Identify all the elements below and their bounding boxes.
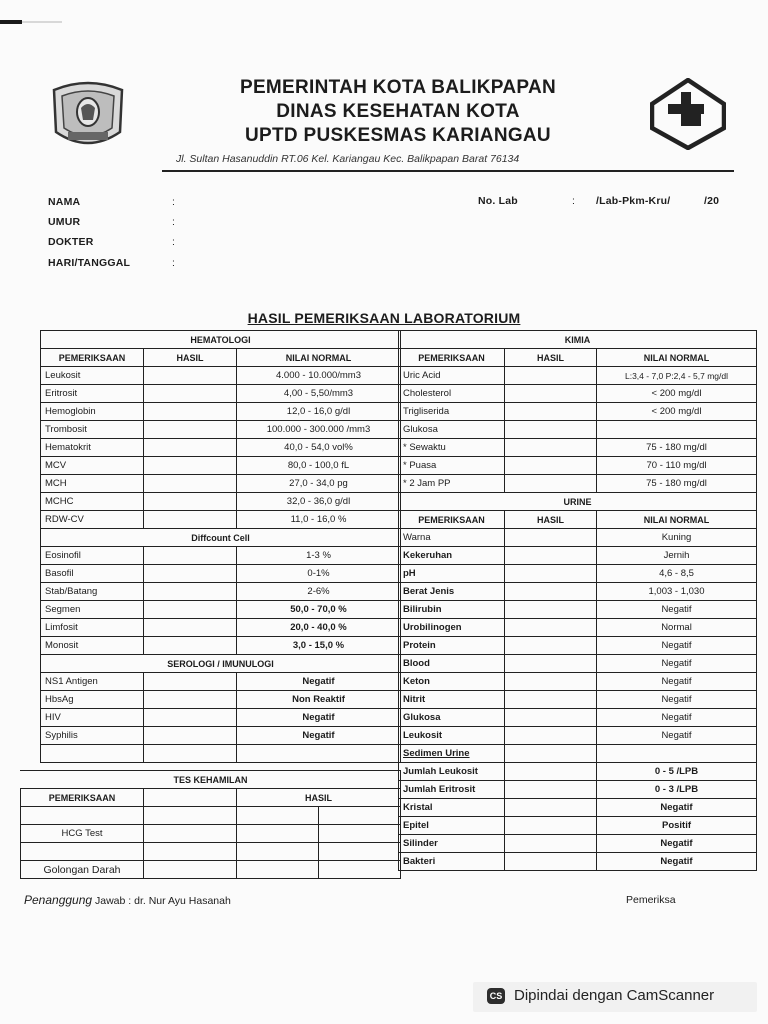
result-cell [144,367,237,385]
colon: : [572,195,575,207]
table-row [399,601,757,619]
test-name: Hemoglobin [41,403,144,421]
header-divider [162,170,734,172]
normal-value: 0 - 5 /LPB [597,763,757,781]
examiner-label: Pemeriksa [626,894,676,906]
result-cell [144,619,237,637]
result-cell [144,439,237,457]
table-row [399,727,757,745]
test-name: Glukosa [399,709,505,727]
section-diffcount: Diffcount Cell [41,529,401,547]
normal-value [597,421,757,439]
responsible-doctor [24,893,231,907]
table-row [399,403,757,421]
result-cell [505,565,597,583]
result-cell [237,843,319,861]
test-name: Trigliserida [399,403,505,421]
table-row [41,691,401,709]
normal-value: Negatif [237,673,401,691]
section-tes-kehamilan: TES KEHAMILAN [21,771,401,789]
table-row [41,565,401,583]
test-name: Bilirubin [399,601,505,619]
scan-edge-mark [0,20,22,24]
table-row [41,673,401,691]
table-row [399,439,757,457]
table-row [41,421,401,439]
chemistry-urine-table [398,330,757,871]
result-cell [505,547,597,565]
result-cell [505,853,597,871]
result-cell [505,529,597,547]
table-row [41,619,401,637]
table-row [399,529,757,547]
result-cell [144,565,237,583]
table-row [21,843,401,861]
table-row [399,547,757,565]
normal-value: 11,0 - 16,0 % [237,511,401,529]
table-row [399,853,757,871]
test-name: Protein [399,637,505,655]
test-name: Basofil [41,565,144,583]
test-name: Epitel [399,817,505,835]
test-name: MCV [41,457,144,475]
table-row [399,817,757,835]
test-name: Jumlah Leukosit [399,763,505,781]
table-row [399,565,757,583]
normal-value: 4,00 - 5,50/mm3 [237,385,401,403]
result-cell [505,691,597,709]
blank-cell [21,807,144,825]
test-name: Hematokrit [41,439,144,457]
table-row [41,403,401,421]
table-row [399,799,757,817]
normal-value: 50,0 - 70,0 % [237,601,401,619]
normal-value: Jernih [597,547,757,565]
test-name: Nitrit [399,691,505,709]
table-row [41,385,401,403]
normal-value: 75 - 180 mg/dl [597,475,757,493]
test-name: Eosinofil [41,547,144,565]
col-hasil: HASIL [144,349,237,367]
result-cell [237,861,319,879]
test-name: Blood [399,655,505,673]
blank-cell [144,825,237,843]
result-cell [144,691,237,709]
result-cell [505,709,597,727]
result-cell [505,601,597,619]
normal-value: Normal [597,619,757,637]
lab-title [0,310,768,326]
normal-value: 3,0 - 15,0 % [237,637,401,655]
normal-value: 1-3 % [237,547,401,565]
test-name: Uric Acid [399,367,505,385]
result-cell [144,583,237,601]
table-row [41,367,401,385]
result-cell [505,781,597,799]
table-row [399,781,757,799]
col-nilai-normal: NILAI NORMAL [597,349,757,367]
result-cell [319,807,401,825]
normal-value: Negatif [597,655,757,673]
result-cell [505,727,597,745]
normal-value: 20,0 - 40,0 % [237,619,401,637]
normal-value: 100.000 - 300.000 /mm3 [237,421,401,439]
result-cell [505,673,597,691]
col-nilai-normal: NILAI NORMAL [597,511,757,529]
table-row [399,421,757,439]
table-row [41,511,401,529]
normal-value: 32,0 - 36,0 g/dl [237,493,401,511]
no-lab-year: /20 [704,195,720,207]
section-urine: URINE [399,493,757,511]
header-address: Jl. Sultan Hasanuddin RT.06 Kel. Kariangau Kec. Balikpapan Barat 76134 [176,153,520,165]
header-clinic: UPTD PUSKESMAS KARIANGAU [245,125,551,146]
result-cell [505,403,597,421]
table-row [399,619,757,637]
normal-value: Negatif [597,853,757,871]
label-umur: UMUR [48,216,81,228]
test-name: RDW-CV [41,511,144,529]
label-nama: NAMA [48,196,81,208]
sedimen-urine-label: Sedimen Urine [399,745,505,763]
result-cell [237,807,319,825]
normal-value: < 200 mg/dl [597,385,757,403]
blank-cell [41,745,144,763]
normal-value: 27,0 - 34,0 pg [237,475,401,493]
table-row [399,835,757,853]
blank-cell [597,745,757,763]
result-cell [505,745,597,763]
header-department: DINAS KESEHATAN KOTA [276,101,520,122]
result-cell [144,709,237,727]
lab-title-text: HASIL PEMERIKSAAN LABORATORIUM [247,310,521,326]
test-name: Kristal [399,799,505,817]
table-row [41,601,401,619]
normal-value: Negatif [597,691,757,709]
normal-value: Kuning [597,529,757,547]
table-row [399,673,757,691]
normal-value: Negatif [597,673,757,691]
result-cell [505,799,597,817]
pj-name: Jawab : dr. Nur Ayu Hasanah [92,895,231,907]
col-pemeriksaan: PEMERIKSAAN [21,789,144,807]
section-hematologi: HEMATOLOGI [41,331,401,349]
test-name: MCHC [41,493,144,511]
normal-value: Negatif [597,727,757,745]
section-serologi: SEROLOGI / IMUNULOGI [41,655,401,673]
normal-value: 12,0 - 16,0 g/dl [237,403,401,421]
normal-value: 2-6% [237,583,401,601]
blank-cell [144,807,237,825]
result-cell [505,583,597,601]
test-name: Warna [399,529,505,547]
table-row [399,691,757,709]
test-name: Golongan Darah [21,861,144,879]
test-name: Bakteri [399,853,505,871]
table-row [41,709,401,727]
normal-value: 70 - 110 mg/dl [597,457,757,475]
normal-value: 75 - 180 mg/dl [597,439,757,457]
normal-value: 4.000 - 10.000/mm3 [237,367,401,385]
result-cell [144,727,237,745]
normal-value: Negatif [597,799,757,817]
blank-cell [144,861,237,879]
result-cell [319,843,401,861]
table-row [21,861,401,879]
col-pemeriksaan: PEMERIKSAAN [399,349,505,367]
col-pemeriksaan: PEMERIKSAAN [41,349,144,367]
camscanner-text: Dipindai dengan CamScanner [514,987,715,1004]
test-name: Berat Jenis [399,583,505,601]
result-cell [144,511,237,529]
normal-value: L:3,4 - 7,0 P:2,4 - 5,7 mg/dl [597,367,757,385]
result-cell [144,547,237,565]
label-no-lab: No. Lab [478,195,518,207]
result-cell [505,475,597,493]
blank-cell [144,843,237,861]
scan-edge-mark-light [22,21,62,23]
blank-cell [237,745,401,763]
normal-value: Negatif [237,709,401,727]
result-cell [144,745,237,763]
test-name: Eritrosit [41,385,144,403]
test-name: Kekeruhan [399,547,505,565]
test-name: Leukosit [399,727,505,745]
test-name: Stab/Batang [41,583,144,601]
camscanner-icon: CS [487,988,505,1004]
test-name: * Sewaktu [399,439,505,457]
table-row [41,547,401,565]
test-name: * 2 Jam PP [399,475,505,493]
result-cell [505,619,597,637]
pj-label: Penanggung [24,893,93,907]
col-pemeriksaan: PEMERIKSAAN [399,511,505,529]
result-cell [505,655,597,673]
result-cell [237,825,319,843]
table-row [41,475,401,493]
normal-value: < 200 mg/dl [597,403,757,421]
table-row [41,727,401,745]
result-cell [144,457,237,475]
normal-value: 4,6 - 8,5 [597,565,757,583]
normal-value: Negatif [597,709,757,727]
table-row [399,709,757,727]
test-name: NS1 Antigen [41,673,144,691]
table-row [41,637,401,655]
normal-value: Negatif [597,835,757,853]
table-row [41,583,401,601]
test-name: Silinder [399,835,505,853]
col-nilai-normal: NILAI NORMAL [237,349,401,367]
pregnancy-test-table [20,770,401,879]
result-cell [319,825,401,843]
result-cell [319,861,401,879]
test-name: Segmen [41,601,144,619]
result-cell [505,817,597,835]
label-dokter: DOKTER [48,236,94,248]
result-cell [505,763,597,781]
result-cell [505,457,597,475]
test-name: MCH [41,475,144,493]
result-cell [505,367,597,385]
table-row [21,825,401,843]
label-hari-tanggal: HARI/TANGGAL [48,257,131,269]
result-cell [144,493,237,511]
colon: : [172,216,175,228]
colon: : [172,196,175,208]
result-cell [505,421,597,439]
hematology-table [40,330,401,763]
blank-cell [21,843,144,861]
result-cell [144,673,237,691]
result-cell [144,475,237,493]
normal-value: 0-1% [237,565,401,583]
test-name: Monosit [41,637,144,655]
result-cell [144,403,237,421]
normal-value: 80,0 - 100,0 fL [237,457,401,475]
normal-value: Negatif [597,637,757,655]
test-name: Leukosit [41,367,144,385]
test-name: HIV [41,709,144,727]
result-cell [505,439,597,457]
result-cell [505,385,597,403]
test-name: HCG Test [21,825,144,843]
test-name: Trombosit [41,421,144,439]
blank-cell [144,789,237,807]
normal-value: 0 - 3 /LPB [597,781,757,799]
result-cell [144,601,237,619]
table-row [399,385,757,403]
table-row [399,457,757,475]
table-row [41,439,401,457]
col-hasil: HASIL [505,511,597,529]
table-row [399,745,757,763]
table-row [399,655,757,673]
test-name: Keton [399,673,505,691]
section-kimia: KIMIA [399,331,757,349]
normal-value: Negatif [597,601,757,619]
test-name: * Puasa [399,457,505,475]
test-name: Syphilis [41,727,144,745]
normal-value: 1,003 - 1,030 [597,583,757,601]
test-name: Limfosit [41,619,144,637]
result-cell [144,637,237,655]
normal-value: Negatif [237,727,401,745]
test-name: HbsAg [41,691,144,709]
table-row [399,475,757,493]
result-cell [144,385,237,403]
colon: : [172,257,175,269]
header-government: PEMERINTAH KOTA BALIKPAPAN [239,77,556,98]
table-row [399,583,757,601]
col-hasil: HASIL [505,349,597,367]
table-row [41,457,401,475]
normal-value: Positif [597,817,757,835]
table-row [41,745,401,763]
normal-value: 40,0 - 54,0 vol% [237,439,401,457]
test-name: Glukosa [399,421,505,439]
col-hasil: HASIL [237,789,401,807]
result-cell [144,421,237,439]
no-lab-value: /Lab-Pkm-Kru/ [596,195,671,207]
result-cell [505,835,597,853]
test-name: Urobilinogen [399,619,505,637]
test-name: Cholesterol [399,385,505,403]
test-name: Jumlah Eritrosit [399,781,505,799]
normal-value: Non Reaktif [237,691,401,709]
colon: : [172,236,175,248]
test-name: pH [399,565,505,583]
table-row [21,807,401,825]
table-row [399,763,757,781]
table-row [41,493,401,511]
result-cell [505,637,597,655]
table-row [399,637,757,655]
table-row [399,367,757,385]
